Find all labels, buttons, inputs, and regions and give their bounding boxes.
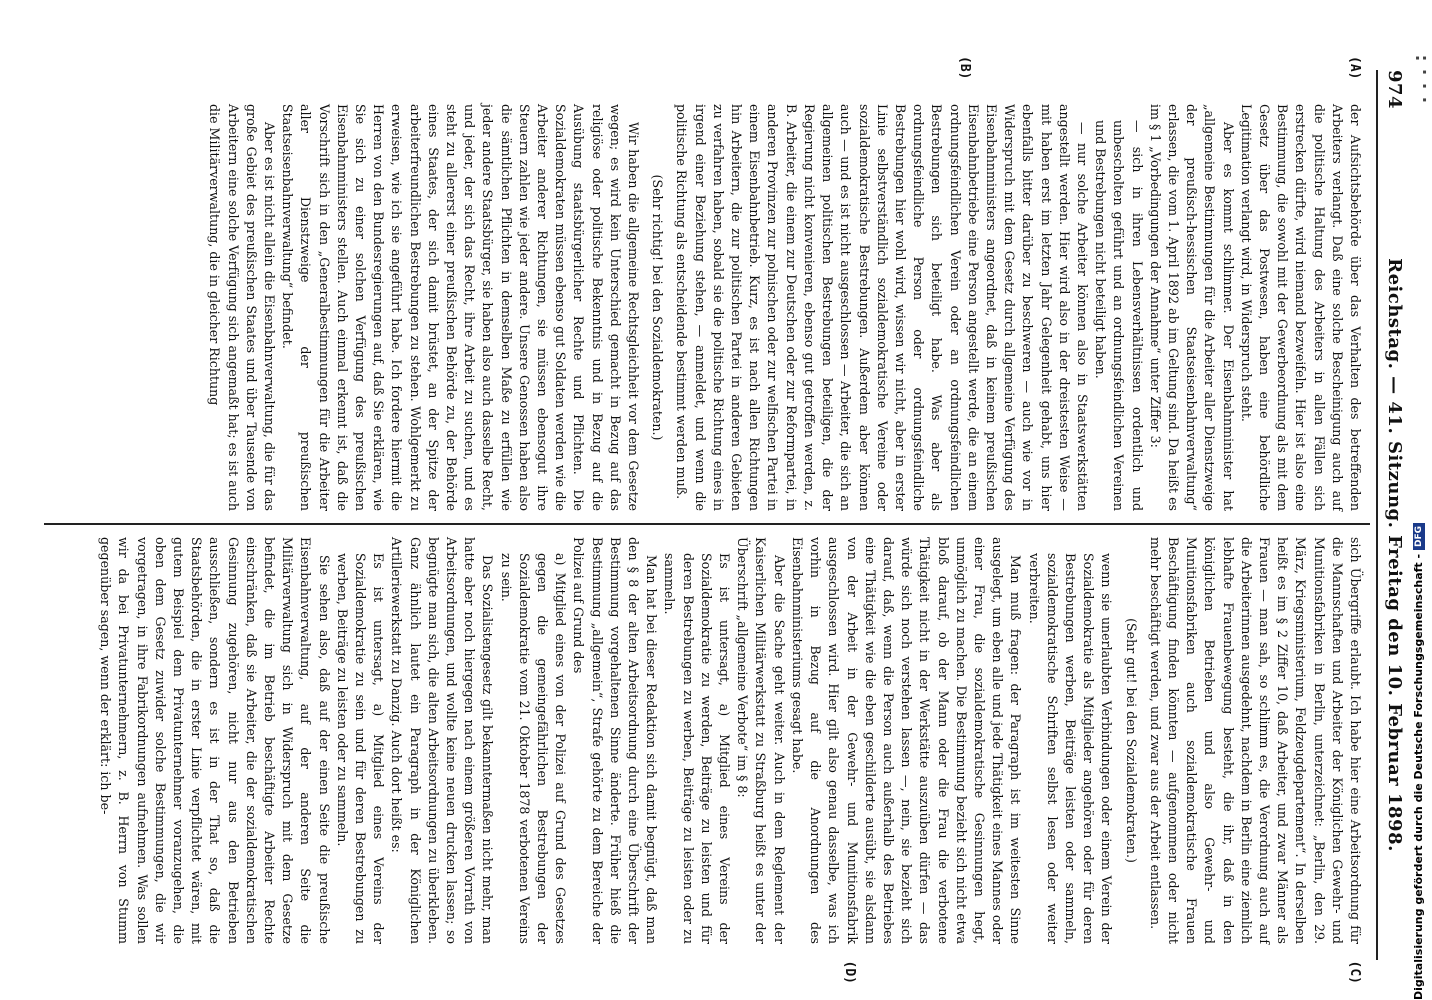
quoted-paragraph: Es ist untersagt, a) Mitglied eines Vereins der Sozialdemokratie zu werden, Beiträge zu leisten und für deren Bestrebungen zu werben, Beiträge zu leisten oder zu sammeln. (662, 553, 733, 944)
page-number: 974 (1384, 70, 1406, 110)
dfg-logo: DFG (1413, 523, 1425, 550)
paragraph: Man muß fragen: der Paragraph ist im weitesten Sinne ausgelegt, um eben alle und jede Thätigkeit eines Mannes oder einer Frau, die sozialdemokratische Gesinnungen hegt, unmöglich zu machen. Die Bestimmung bezieht sich nicht etwa bloß darauf, ob der Mann oder die Frau die verbotene Thätigkeit nicht in der Werkstätte auszuüben dürfen — das würde sich noch verstehen lassen —, nein, sie bezieht sich darauf, daß, wenn die Person auch außerhalb des Betriebes eine Thätigkeit wie die eben geschilderte ausübt, sie alsdann von der Arbeit in der Gewehr- und Munitionsfabrik ausgeschlossen wird. Hier gilt also genau dasselbe, was ich vorhin in Bezug auf die Anordnungen des Eisenbahnministeriums gesagt habe. (789, 537, 1024, 944)
paragraph: der Aufsichtsbehörde über das Verhalten des betreffenden Arbeiters verlangt. Daß eine solche Bescheinigung auch auf die politische Haltung des Arbeiters in allen Fällen sich erstrecken dürfte, wird niemand bezweifeln. Hier ist also eine Bestimmung, die sowohl mit der Gewerbeordnung als mit dem Gesetz über das Postwesen, haben eine behördliche Legitimation verlangt wird, in Widerspruch steht. (1238, 104, 1363, 511)
paragraph: Wir haben die allgemeine Rechtsgleichheit vor dem Gesetze wegen; es wird kein Unterschied gemacht in Bezug auf das religiöse oder politische Bekenntnis und in Bezug auf die Ausübung staatsbürgerlicher Rechte und Pflichten. Die Sozialdemokraten müssen ebenso gut Soldaten werden wie die Arbeiter anderer Richtungen, sie müssen ebensogut ihre Steuern zahlen wie jeder andere. Unsere Genossen haben also die sämtlichen Pflichten in demselben Maße zu erfüllen wie jeder andere Staatsbürger, sie haben also auch dasselbe Recht, und jeder, der sich das Recht, ihre Arbeit zu suchen, und es steht zu allererst einer preußischen Behörde zu, der Behörde eines Staates, der sich damit brüstet, an der Spitze der arbeiterfreundlichen Bestrebungen zu stehen. Wohlgemerkt zu erweisen, wie ich sie angeführt habe. Ich fordere hiermit die Herren von den Bundesregierungen auf, daß Sie erklären, wie Sie sich zu einer solchen Verfügung des preußischen Eisenbahnministers stellen. Auch einmal erkennt ist, daß die Vorschrift sich in den „Generalbestimmungen für die Arbeiter aller Dienstzweige der preußischen Staatseisenbahnverwaltung“ befindet. (280, 104, 642, 511)
quoted-paragraph: a) Mitglied eines von der Polizei auf Grund des Gesetzes gegen die gemeingefährlichen Bestrebungen der Sozialdemokratie vom 21. Oktober 1878 verbotenen Vereins zu sein. (498, 553, 569, 944)
left-column (44, 92, 1370, 523)
margin-mark-c: (C) (1347, 960, 1362, 984)
paragraph: sich Übergriffe erlaubt. Ich habe hier eine Arbeitsordnung für die Mannschaften und Arbeiter der Königlichen Gewehr- und Munitionsfabriken in Berlin, unterzeichnet: „Berlin, den 29. März, Kriegsministerium, Feldzeugdepartement“. In derselben heißt es im § 2 Ziffer 10, daß Arbeiter, und zwar Männer als Frauen — man sah, so schlimm es, die Verordnung auch auf die Arbeiterinnen ausgedehnt, nachdem in Berlin eine ziemlich lebhafte Frauenbewegung besteht, die ihr, daß in den königlichen Betrieben und also Gewehr- und Munitionsfabriken auch sozialdemokratische Frauen Beschäftigung finden könnten — aufgenommen oder nicht mehr beschäftigt werden, und zwar aus der Arbeit entlassen. (1147, 537, 1363, 944)
interjection: (Sehr gut! bei den Sozialdemokraten.) (1123, 618, 1139, 863)
scan-edge-marks: ▪ ▪ ▪ ▪ ▪ (1414, 56, 1428, 106)
quoted-paragraph: — sich in ihren Lebensverhältnissen ordentlich und unbescholten geführt und an ordnungsfeindlichen Vereinen und Bestrebungen nicht beteiligt haben. (1093, 120, 1145, 511)
paragraph: Das Sozialistengesetz gilt bekanntermaßen nicht mehr, man hatte aber noch hiergegen nach einem größeren Vorrath von Arbeitsordnungen, und wollte keine neuen drucken lassen; so begnügte man sich, die alten Arbeitsordnungen zu überkleben. Ganz ähnlich lautet ein Paragraph in der Königlichen Artilleriewerkstatt zu Danzig. Auch dort heißt es: (389, 537, 496, 944)
paragraph: Aber es kommt schlimmer. Der Eisenbahnminister hat „allgemeine Bestimmungen für die Arbeiter aller Dienstzweige der preußisch-hessischen Staatseisenbahnverwaltung“ erlassen, die vom 1. April 1892 ab im Geltung sind. Da heißt es im § 1 „Vorbedingungen der Annahme“ unter Ziffer 3: (1147, 104, 1236, 511)
running-title: Reichstag. — 41. Sitzung. Freitag den 10. Februar 1898. (1384, 258, 1406, 852)
paragraph: Aber es ist nicht allein die Eisenbahnverwaltung, die für das große Gebiet des preußischen Staates und über Tausende von Arbeitern eine solche Verfügung sich angemaßt hat; es ist auch die Militärverwaltung, die in gleicher Richtung (207, 104, 278, 511)
credit-text: Digitalisierung gefördert durch die Deutsche Forschungsgemeinschaft - (1412, 553, 1425, 1000)
interjection: (Sehr richtig! bei den Sozialdemokraten.) (650, 174, 666, 441)
paragraph: Man hat bei dieser Redaktion sich damit begnügt, daß man den § 8 der alten Arbeitsordnung durch eine Überschrift der Bestimmung vorgehaltenen Sinne änderte. Früher hieß die Bestimmung „allgemein“, Strafe gehörte zu dem Bereiche der Polizei auf Grund des (571, 537, 660, 944)
quoted-paragraph: wenn sie unerlaubten Verbindungen oder einem Verein der Sozialdemokratie als Mitglieder angehören oder für deren Bestrebungen werben, Beiträge leisten oder sammeln, sozialdemokratische Schriften selbst lesen oder weiter verbreiten. (1026, 553, 1115, 944)
page-header (1376, 70, 1412, 960)
margin-mark-b: (B) (957, 56, 972, 80)
right-column (44, 523, 1370, 956)
paragraph: — nur solche Arbeiter können also in Staatswerkstätten angestellt werden. Hier wird also in der dreistesten Weise — mit haben erst im letzten Jahr Gelegenheit gehabt, uns hier ebenfalls bitter darüber zu beschweren — auch wie vor in Widerspruch mit dem Gesetz durch allgemeine Verfügung des Eisenbahnministers angeordnet, daß in keinem preußischen Eisenbahnbetriebe eine Person angestellt werde, die an einem ordnungsfeindlichen Verein oder an ordnungsfeindlichen Bestrebungen sich beteiligt habe. Was aber als ordnungsfeindliche Person oder ordnungsfeindliche Bestrebungen hier wohl wird, wissen wir nicht, aber in erster Linie selbstverständlich sozialdemokratische Vereine oder sozialdemokratische Bestrebungen. Außerdem aber können auch — und es ist nicht ausgeschlossen — Arbeiter, die sich an allgemeinen politischen Bestrebungen beteiligen, die der Regierung nicht konvenieren, ebenso gut getroffen werden, z. B. Arbeiter, die einem zur Deutschen oder zur Reformpartei, in anderen Provinzen zur polnischen oder zur welfischen Partei in einem Eisenbahnbetrieb. Kurz, es ist nach allen Richtungen hin Arbeitern, die zur politischen Partei in anderen Gebieten zu verfahren haben, sobald sie die politische Richtung eines in irgend einer Beziehung stehen, — anmeldet, und wenn die politische Richtung als entscheidende bestimmt werden muß. (674, 104, 1090, 511)
margin-mark-d: (D) (842, 960, 857, 984)
digitization-credit (1412, 523, 1425, 1000)
paragraph: Aber die Sache geht weiter. Auch in dem Reglement der Kaiserlichen Militärwerkstatt zu Straßburg heißt es unter der Überschrift „allgemeine Verbote“ im § 8: (735, 537, 787, 944)
quoted-paragraph: Es ist untersagt, a) Mitglied eines Vereins der Sozialdemokratie zu sein und für deren Bestrebungen zu werben, Beiträge zu leisten oder zu sammeln. (334, 553, 387, 944)
margin-mark-a: (A) (1347, 56, 1362, 80)
text-columns (44, 92, 1370, 956)
paragraph: Sie sehen also, daß auf der einen Seite die preußische Eisenbahnverwaltung, auf der anderen Seite die Militärverwaltung sich in Widerspruch mit dem Gesetze befindet, die im Betrieb beschäftigte Arbeiter Rechte einschränken, daß sie Arbeiter, die der sozialdemokratischen Gesinnung zugehören, nicht nur aus den Betrieben ausschließen, sondern es ist in der That so, daß die Staatsbehörden, die in erster Linie verpflichtet wären, mit gutem Beispiel dem Privatunternehmer voranzugehen, die oben dem Gesetz zuwider solche Bestimmungen, die wir vorgetragen, in ihre Fabrikordnungen aufnehmen. Was sollen wir da bei Privatunternehmern, z. B. Herrn von Stumm gegenüber sagen, wenn der erklärt: ich be- (98, 537, 332, 944)
